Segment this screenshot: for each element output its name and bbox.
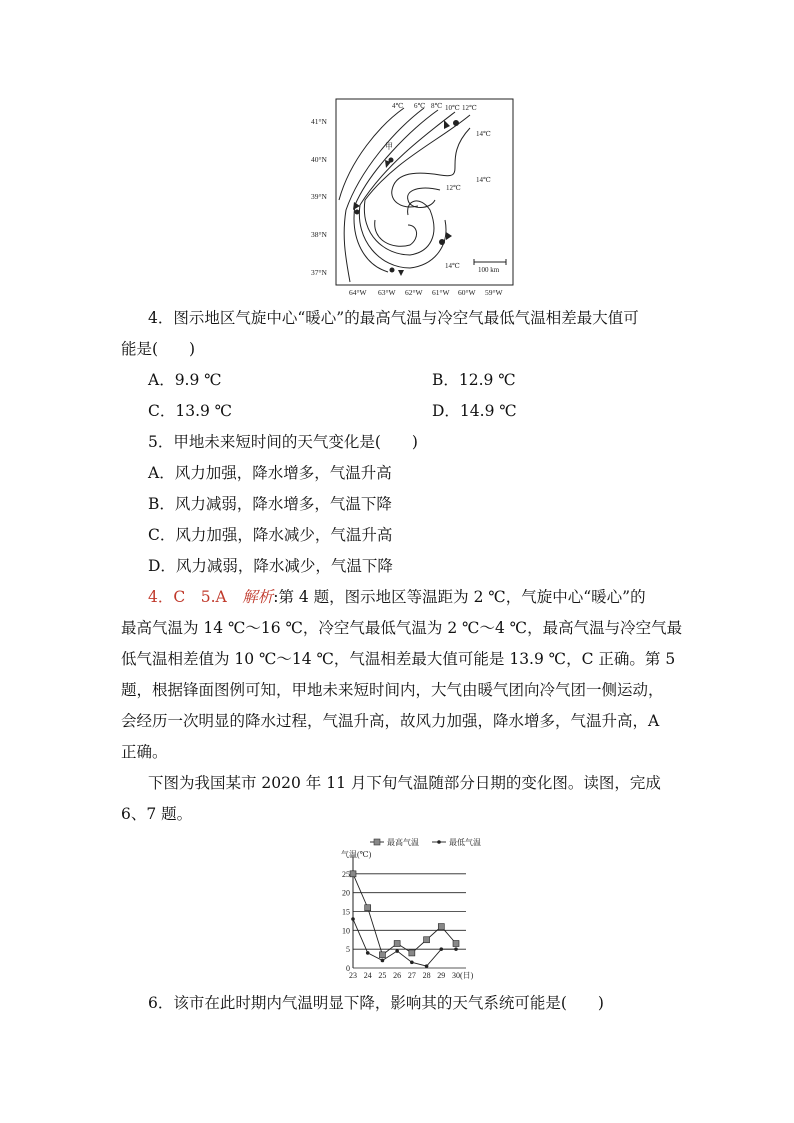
analysis-label: 解析 [242,588,274,606]
q5-option-d[interactable]: D．风力减弱，降水减少，气温下降 [148,557,393,575]
x-tick-label: 28 [422,971,431,980]
q4-option-d[interactable]: D．14.9 ℃ [432,402,517,420]
q4-option-a[interactable]: A．9.9 ℃ [148,371,222,389]
iso-label: 14℃ [445,262,460,270]
max-temp-point [379,952,385,958]
chart-ticks [342,870,474,980]
lat-label: 37°N [311,268,327,277]
fronts [353,120,459,276]
legend-label: 最高气温 [387,838,419,847]
min-temp-point [381,959,385,963]
legend-label: 最低气温 [449,838,481,847]
min-temp-point [366,951,370,955]
x-tick-label: 23 [349,971,357,980]
y-tick-label: 20 [342,888,350,898]
lon-label: 62°W [405,288,423,297]
lat-label: 38°N [311,230,327,239]
iso-label: 10℃ [445,104,460,112]
warm-front-mark [355,210,360,215]
cyclone-map [0,0,794,300]
iso-label: 4℃ [392,102,404,110]
isotherm-4 [339,108,404,200]
iso-label: 14℃ [476,130,491,138]
x-tick-label: 25 [378,971,387,980]
q6-stem: 6．该市在此时期内气温明显下降，影响其的天气系统可能是( ) [148,994,604,1012]
iso-label: 12℃ [462,104,477,112]
min-temp-point [425,964,429,968]
y-tick-label: 0 [346,964,350,973]
series-line-max [353,874,456,955]
max-temp-point [350,871,356,877]
q5-option-b[interactable]: B．风力减弱，降水增多，气温下降 [148,495,392,513]
min-temp-point [351,917,355,921]
max-temp-point [453,941,459,947]
warm-front-mark [390,268,395,273]
intro-line-1: 下图为我国某市 2020 年 11 月下旬气温随部分日期的变化图。读图，完成 [148,774,661,792]
cold-front-mark [353,202,360,210]
cold-front-mark [444,120,450,129]
chart-legend [370,837,481,847]
legend-dot [437,840,441,844]
iso-label: 14℃ [476,176,491,184]
lat-label: 40°N [311,155,327,164]
isotherm-6 [344,108,424,282]
warm-front-mark [439,239,445,245]
y-axis-label: 气温(℃) [341,850,372,859]
iso-label: 8℃ [431,102,443,110]
q5-option-a[interactable]: A．风力加强，降水增多，气温升高 [148,464,392,482]
answer-line-2: 最高气温为 14 ℃～16 ℃，冷空气最低气温为 2 ℃～4 ℃，最高气温与冷空气最 [121,619,683,637]
q4-stem-2: 能是( ) [121,340,196,358]
lon-axis [349,288,503,297]
warm-front-mark [389,158,394,163]
answer-key: 4．C 5.A [148,588,243,606]
max-temp-point [424,937,430,943]
q4-option-b[interactable]: B．12.9 ℃ [432,371,516,389]
cold-front-mark [446,232,452,240]
lon-label: 63°W [378,288,396,297]
isotherms [339,108,470,282]
lat-label: 39°N [311,192,327,201]
max-temp-point [409,950,415,956]
cold-front-mark [398,270,404,276]
max-temp-point [365,905,371,911]
x-tick-label: 29 [437,971,446,980]
lat-label: 41°N [311,117,327,126]
lon-label: 64°W [349,288,367,297]
x-tick-label: 26 [393,971,402,980]
lat-axis [311,117,327,277]
y-tick-label: 25 [342,869,350,879]
q4-option-c[interactable]: C．13.9 ℃ [148,402,233,420]
max-temp-point [438,924,444,930]
isotherm-8 [354,110,438,272]
scale-label: 100 km [478,266,500,274]
min-temp-point [395,949,399,953]
answer-line-1 [148,586,646,608]
chart-series [350,871,459,968]
max-temp-point [394,941,400,947]
min-temp-point [454,947,458,951]
isotherm-12-south [375,220,417,246]
min-temp-point [410,961,414,965]
y-tick-label: 10 [342,926,350,936]
q5-stem: 5．甲地未来短时间的天气变化是( ) [148,433,418,451]
temperature-chart [0,830,794,990]
answer-line-3: 低气温相差值为 10 ℃～14 ℃，气温相差最大值可能是 13.9 ℃，C 正确。第 5 [121,650,676,668]
isotherm-14-inner [408,188,440,207]
x-tick-label: 30(日) [452,971,474,980]
warm-front-mark [453,120,459,126]
min-temp-point [439,947,443,951]
lon-label: 61°W [432,288,450,297]
q5-option-c[interactable]: C．风力加强，降水减少，气温升高 [148,526,393,544]
x-tick-label: 24 [363,971,372,980]
y-tick-label: 5 [346,945,350,955]
answer-line-5: 会经历一次明显的降水过程，气温升高，故风力加强，降水增多，气温升高，A [121,712,660,730]
map-frame [336,99,513,285]
iso-label: 6℃ [414,102,426,110]
answer-line-4: 题，根据锋面图例可知，甲地未来短时间内，大气由暖气团向冷气团一侧运动， [121,681,664,699]
q4-stem-1: 4．图示地区气旋中心“暖心”的最高气温与冷空气最低气温相差最大值可 [148,309,639,327]
lon-label: 60°W [458,288,476,297]
legend-square [374,839,380,845]
y-tick-label: 15 [342,907,350,917]
answer-text: :第 4 题，图示地区等温距为 2 ℃，气旋中心“暖心”的 [273,588,646,606]
place-label: 甲 [385,142,393,151]
lon-label: 59°W [485,288,503,297]
answer-line-6: 正确。 [121,743,168,761]
intro-line-2: 6、7 题。 [121,805,193,823]
iso-label: 12℃ [446,184,461,192]
x-tick-label: 27 [407,971,416,980]
